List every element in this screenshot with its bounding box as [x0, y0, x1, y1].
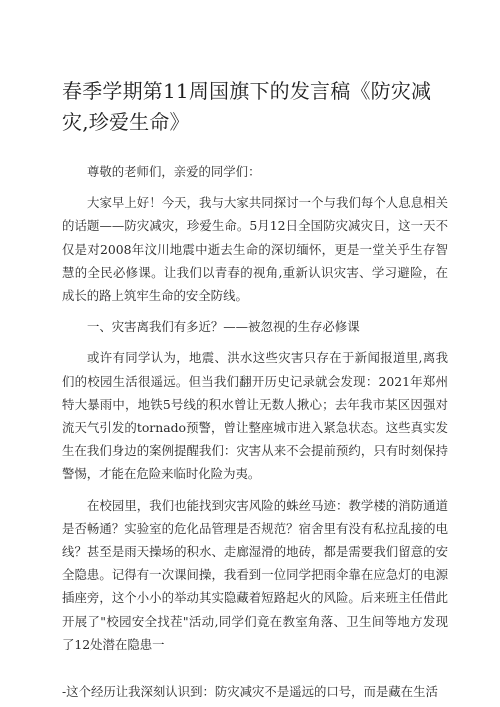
document-title: 春季学期第11周国旗下的发言稿《防灾减灾,珍爱生命》 [62, 79, 432, 134]
trailing-line: -这个经历让我深刻认识到：防灾减灾不是遥远的口号，而是藏在生活 [62, 684, 438, 699]
document-body [62, 160, 448, 664]
paragraph-intro: 大家早上好！今天，我与大家共同探讨一个与我们每个人息息相关的话题——防灾减灾，珍爱生命。5月12日全国防灾减灾日，这一天不仅是对2008年汶川地震中逝去生命的深切缅怀，更是一堂关乎生存智慧的全民必修课。让我们以青春的视角,重新认识灾害、学习避险，在成长的路上筑牢生命的安全防线。 [62, 195, 448, 304]
paragraph-section-1: 或许有同学认为，地震、洪水这些灾害只存在于新闻报道里,离我们的校园生活很遥远。但当我们翻开历史记录就会发现：2021年郑州特大暴雨中，地铁5号线的积水曾让无数人揪心；去年我市某区因强对流天气引发的tornado预警，曾让整座城市进入紧急状态。这些真实发生在我们身边的案例提醒我们：灾害从来不会提前预约，只有时刻保持警惕，才能在危险来临时化险为夷。 [62, 350, 448, 482]
paragraph-section-2: 在校园里，我们也能找到灾害风险的蛛丝马迹：教学楼的消防通道是否畅通？实验室的危化品管理是否规范？宿舍里有没有私拉乱接的电线？甚至是雨天操场的积水、走廊湿滑的地砖，都是需要我们留意的安全隐患。记得有一次课间操，我看到一位同学把雨伞靠在应急灯的电源插座旁，这个小小的举动其实隐藏着短路起火的风险。后来班主任借此开展了"校园安全找茬"活动,同学们竟在教室角落、卫生间等地方发现了12处潜在隐患一 [62, 497, 448, 652]
section-heading: 一、灾害离我们有多近？——被忽视的生存必修课 [87, 319, 360, 335]
greeting: 尊敬的老师们，亲爱的同学们： [87, 164, 261, 179]
